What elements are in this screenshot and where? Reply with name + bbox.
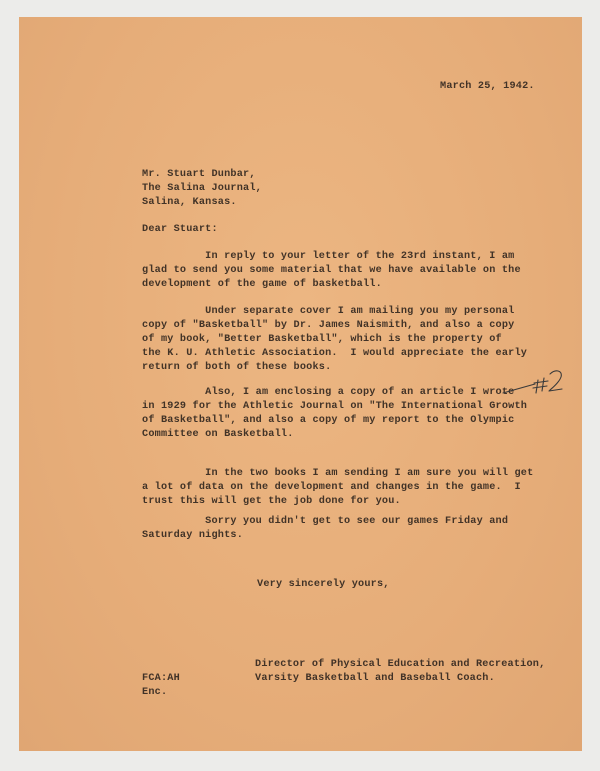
paragraph-line: Sorry you didn't get to see our games Friday and — [142, 516, 509, 527]
annotation-stroke — [534, 381, 548, 383]
paragraph-line: copy of "Basketball" by Dr. James Naismith, and also a copy — [142, 320, 515, 331]
recipient-line: Salina, Kansas. — [142, 197, 237, 208]
signature-title — [255, 658, 545, 686]
letter-page — [19, 17, 582, 751]
paragraph-line: Under separate cover I am mailing you my personal — [142, 306, 515, 317]
annotation-stroke — [533, 386, 547, 388]
paragraph-1 — [142, 250, 521, 292]
recipient-address — [142, 168, 262, 210]
closing: Very sincerely yours, — [257, 579, 390, 590]
paragraph-4 — [142, 467, 533, 509]
paragraph-line: In the two books I am sending I am sure you will get — [142, 468, 534, 479]
annotation-stroke — [542, 378, 544, 391]
paragraph-line: of Basketball", and also a copy of my report to the Olympic — [142, 415, 515, 426]
recipient-line: The Salina Journal, — [142, 183, 262, 194]
typist-initials: FCA:AH — [142, 673, 180, 684]
paragraph-line: Saturday nights. — [142, 530, 244, 541]
paragraph-line: development of the game of basketball. — [142, 279, 382, 290]
paragraph-line: return of both of these books. — [142, 362, 332, 373]
annotation-stroke — [503, 384, 535, 393]
letter-date: March 25, 1942. — [440, 81, 535, 92]
handwritten-number-annotation — [501, 366, 571, 406]
paragraph-2 — [142, 305, 527, 375]
paragraph-line: the K. U. Athletic Association. I would appreciate the early — [142, 348, 528, 359]
signature-title-line: Director of Physical Education and Recreation, — [255, 659, 546, 670]
paragraph-line: Committee on Basketball. — [142, 429, 294, 440]
paragraph-5 — [142, 515, 508, 543]
reference-block — [142, 672, 180, 700]
paragraph-3 — [142, 386, 527, 442]
annotation-stroke — [549, 371, 562, 391]
paragraph-line: trust this will get the job done for you. — [142, 496, 401, 507]
paragraph-line: In reply to your letter of the 23rd instant, I am — [142, 251, 515, 262]
paragraph-line: glad to send you some material that we have available on the — [142, 265, 521, 276]
paragraph-line: a lot of data on the development and changes in the game. I — [142, 482, 521, 493]
paragraph-line: in 1929 for the Athletic Journal on "The International Growth — [142, 401, 528, 412]
enclosure-note: Enc. — [142, 687, 168, 698]
recipient-line: Mr. Stuart Dunbar, — [142, 169, 256, 180]
signature-title-line: Varsity Basketball and Baseball Coach. — [255, 673, 495, 684]
salutation: Dear Stuart: — [142, 224, 218, 235]
paragraph-line: of my book, "Better Basketball", which is the property of — [142, 334, 502, 345]
paragraph-line: Also, I am enclosing a copy of an article I wrote — [142, 387, 515, 398]
